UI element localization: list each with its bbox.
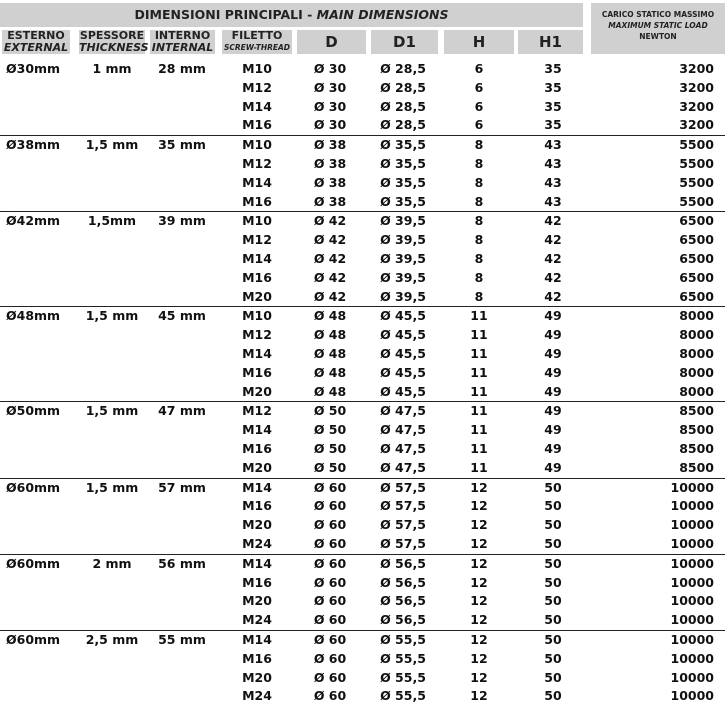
thickness-cell: 1,5 mm bbox=[85, 479, 139, 495]
h-cell: 12 bbox=[470, 612, 488, 628]
d1-cell: Ø 45,5 bbox=[380, 327, 426, 343]
table-row bbox=[0, 306, 725, 326]
d-cell: Ø 42 bbox=[313, 232, 347, 248]
d1-cell: Ø 47,5 bbox=[380, 403, 426, 419]
d-cell: Ø 50 bbox=[313, 422, 347, 438]
thickness-cell: 2,5 mm bbox=[85, 631, 139, 647]
d1-cell: Ø 45,5 bbox=[380, 383, 426, 399]
d-cell: Ø 60 bbox=[313, 650, 347, 666]
h-cell: 11 bbox=[470, 459, 488, 475]
d1-cell: Ø 39,5 bbox=[380, 288, 426, 304]
thread-cell: M16 bbox=[242, 117, 272, 133]
static-load-cell: 10000 bbox=[670, 593, 714, 609]
h-cell: 12 bbox=[470, 479, 488, 495]
main-dimensions-header bbox=[0, 3, 583, 27]
h1-cell: 50 bbox=[544, 650, 562, 666]
d-cell: Ø 60 bbox=[313, 574, 347, 590]
d1-cell: Ø 45,5 bbox=[380, 345, 426, 361]
table-row bbox=[0, 364, 725, 383]
d1-cell: Ø 47,5 bbox=[380, 459, 426, 475]
h-cell: 12 bbox=[470, 498, 488, 514]
h1-cell: 42 bbox=[544, 269, 562, 285]
thread-cell: M16 bbox=[242, 574, 272, 590]
table-row bbox=[0, 211, 725, 231]
load-unit-label: NEWTON bbox=[639, 32, 677, 41]
table-row bbox=[0, 650, 725, 669]
d1-cell: Ø 35,5 bbox=[380, 137, 426, 153]
internal-diameter-cell: 55 mm bbox=[158, 631, 206, 647]
h1-cell: 50 bbox=[544, 517, 562, 533]
load-label-italian: CARICO STATICO MASSIMO bbox=[601, 10, 715, 19]
table-row bbox=[0, 79, 725, 98]
internal-header-it: INTERNO bbox=[154, 29, 211, 42]
h1-cell: 49 bbox=[544, 308, 562, 324]
static-load-cell: 6500 bbox=[679, 213, 714, 229]
table-row bbox=[0, 478, 725, 498]
external-diameter-cell: Ø50mm bbox=[6, 403, 61, 419]
d-cell: Ø 60 bbox=[313, 555, 347, 571]
external-diameter-cell: Ø30mm bbox=[6, 61, 61, 76]
d-cell: Ø 60 bbox=[313, 593, 347, 609]
d1-cell: Ø 28,5 bbox=[380, 61, 426, 76]
h1-cell: 49 bbox=[544, 364, 562, 380]
thread-header-it: FILETTO bbox=[231, 29, 283, 42]
external-header-it: ESTERNO bbox=[7, 29, 65, 42]
static-load-cell: 10000 bbox=[670, 555, 714, 571]
thread-cell: M12 bbox=[242, 232, 272, 248]
external-diameter-cell: Ø60mm bbox=[6, 555, 61, 571]
d1-cell: Ø 56,5 bbox=[380, 593, 426, 609]
d1-cell: Ø 56,5 bbox=[380, 612, 426, 628]
static-load-cell: 10000 bbox=[670, 631, 714, 647]
table-row bbox=[0, 687, 725, 706]
d-cell: Ø 50 bbox=[313, 403, 347, 419]
d-cell: Ø 30 bbox=[313, 61, 347, 76]
thread-cell: M14 bbox=[242, 422, 272, 438]
static-load-cell: 8500 bbox=[679, 440, 714, 456]
h-cell: 8 bbox=[474, 269, 484, 285]
table-row bbox=[0, 574, 725, 593]
h-cell: 12 bbox=[470, 555, 488, 571]
h1-cell: 50 bbox=[544, 574, 562, 590]
h-cell: 11 bbox=[470, 383, 488, 399]
h-cell: 6 bbox=[474, 79, 484, 95]
d1-cell: Ø 28,5 bbox=[380, 98, 426, 114]
d-cell: Ø 48 bbox=[313, 308, 347, 324]
table-row bbox=[0, 554, 725, 574]
h1-cell: 35 bbox=[544, 117, 562, 133]
d1-cell: Ø 57,5 bbox=[380, 535, 426, 551]
d-cell: Ø 42 bbox=[313, 213, 347, 229]
static-load-cell: 8500 bbox=[679, 459, 714, 475]
h-cell: 12 bbox=[470, 574, 488, 590]
h1-cell: 49 bbox=[544, 422, 562, 438]
thread-cell: M24 bbox=[242, 612, 272, 628]
d1-cell: Ø 45,5 bbox=[380, 308, 426, 324]
thickness-cell: 1,5mm bbox=[87, 213, 137, 229]
d-cell: Ø 38 bbox=[313, 137, 347, 153]
h1-header: H1 bbox=[518, 30, 583, 54]
h-cell: 8 bbox=[474, 174, 484, 190]
thread-cell: M10 bbox=[242, 213, 272, 229]
table-row bbox=[0, 516, 725, 535]
static-load-cell: 10000 bbox=[670, 479, 714, 495]
h-cell: 8 bbox=[474, 213, 484, 229]
table-row bbox=[0, 98, 725, 117]
thread-cell: M24 bbox=[242, 535, 272, 551]
h1-cell: 35 bbox=[544, 61, 562, 76]
h1-cell: 49 bbox=[544, 440, 562, 456]
table-row bbox=[0, 231, 725, 250]
static-load-cell: 8000 bbox=[679, 345, 714, 361]
table-row bbox=[0, 459, 725, 478]
thread-cell: M20 bbox=[242, 593, 272, 609]
h-cell: 12 bbox=[470, 631, 488, 647]
external-header-en: EXTERNAL bbox=[3, 41, 69, 54]
h-cell: 6 bbox=[474, 61, 484, 76]
d1-cell: Ø 35,5 bbox=[380, 193, 426, 209]
thickness-cell: 1,5 mm bbox=[85, 137, 139, 153]
thread-cell: M14 bbox=[242, 345, 272, 361]
thread-cell: M12 bbox=[242, 327, 272, 343]
static-load-cell: 3200 bbox=[679, 79, 714, 95]
d-cell: Ø 60 bbox=[313, 517, 347, 533]
external-diameter-cell: Ø60mm bbox=[6, 479, 61, 495]
h1-cell: 42 bbox=[544, 288, 562, 304]
d-cell: Ø 60 bbox=[313, 669, 347, 685]
d-header: D bbox=[297, 30, 366, 54]
table-row bbox=[0, 535, 725, 554]
thread-cell: M14 bbox=[242, 631, 272, 647]
d-cell: Ø 48 bbox=[313, 383, 347, 399]
thickness-header bbox=[79, 29, 149, 54]
thread-cell: M14 bbox=[242, 174, 272, 190]
thread-cell: M20 bbox=[242, 459, 272, 475]
h-cell: 12 bbox=[470, 593, 488, 609]
thread-cell: M20 bbox=[242, 517, 272, 533]
static-load-cell: 10000 bbox=[670, 517, 714, 533]
d1-header: D1 bbox=[371, 30, 438, 54]
static-load-cell: 6500 bbox=[679, 250, 714, 266]
d-cell: Ø 50 bbox=[313, 440, 347, 456]
h1-cell: 35 bbox=[544, 98, 562, 114]
h1-cell: 50 bbox=[544, 535, 562, 551]
table-row bbox=[0, 60, 725, 79]
static-load-cell: 10000 bbox=[670, 669, 714, 685]
h-cell: 8 bbox=[474, 193, 484, 209]
thread-cell: M10 bbox=[242, 137, 272, 153]
title-english: MAIN DIMENSIONS bbox=[316, 7, 449, 22]
table-row bbox=[0, 592, 725, 611]
h-cell: 12 bbox=[470, 517, 488, 533]
thickness-cell: 2 mm bbox=[92, 555, 132, 571]
thickness-cell: 1,5 mm bbox=[85, 403, 139, 419]
d1-cell: Ø 55,5 bbox=[380, 650, 426, 666]
h-cell: 11 bbox=[470, 345, 488, 361]
table-row bbox=[0, 440, 725, 459]
d-cell: Ø 30 bbox=[313, 79, 347, 95]
d-cell: Ø 48 bbox=[313, 345, 347, 361]
thickness-header-it: SPESSORE bbox=[79, 29, 145, 42]
d1-cell: Ø 56,5 bbox=[380, 574, 426, 590]
thread-cell: M24 bbox=[242, 688, 272, 704]
h-cell: 11 bbox=[470, 440, 488, 456]
static-load-cell: 10000 bbox=[670, 650, 714, 666]
thread-cell: M12 bbox=[242, 155, 272, 171]
h-cell: 6 bbox=[474, 98, 484, 114]
h1-cell: 49 bbox=[544, 383, 562, 399]
thread-cell: M16 bbox=[242, 498, 272, 514]
thread-cell: M16 bbox=[242, 650, 272, 666]
h1-cell: 49 bbox=[544, 459, 562, 475]
d-cell: Ø 42 bbox=[313, 288, 347, 304]
d-cell: Ø 60 bbox=[313, 535, 347, 551]
h-cell: 8 bbox=[474, 250, 484, 266]
d-cell: Ø 30 bbox=[313, 98, 347, 114]
static-load-cell: 8000 bbox=[679, 383, 714, 399]
thread-cell: M10 bbox=[242, 308, 272, 324]
d1-cell: Ø 57,5 bbox=[380, 498, 426, 514]
thread-cell: M10 bbox=[242, 61, 272, 76]
thickness-cell: 1 mm bbox=[92, 61, 132, 76]
d1-cell: Ø 39,5 bbox=[380, 250, 426, 266]
table-row bbox=[0, 669, 725, 688]
thread-cell: M14 bbox=[242, 555, 272, 571]
h1-cell: 43 bbox=[544, 193, 562, 209]
table-row bbox=[0, 288, 725, 307]
h-cell: 11 bbox=[470, 327, 488, 343]
thread-cell: M20 bbox=[242, 669, 272, 685]
h-cell: 8 bbox=[474, 232, 484, 248]
d-cell: Ø 60 bbox=[313, 479, 347, 495]
d-cell: Ø 60 bbox=[313, 631, 347, 647]
table-row bbox=[0, 383, 725, 402]
static-load-cell: 5500 bbox=[679, 137, 714, 153]
static-load-cell: 3200 bbox=[679, 98, 714, 114]
table-row bbox=[0, 116, 725, 135]
static-load-cell: 10000 bbox=[670, 574, 714, 590]
static-load-cell: 8000 bbox=[679, 364, 714, 380]
internal-diameter-cell: 56 mm bbox=[158, 555, 206, 571]
thread-cell: M16 bbox=[242, 364, 272, 380]
static-load-cell: 10000 bbox=[670, 688, 714, 704]
d-cell: Ø 30 bbox=[313, 117, 347, 133]
h-cell: 11 bbox=[470, 422, 488, 438]
internal-diameter-cell: 45 mm bbox=[158, 308, 206, 324]
d1-cell: Ø 35,5 bbox=[380, 174, 426, 190]
h-cell: 11 bbox=[470, 308, 488, 324]
static-load-cell: 10000 bbox=[670, 612, 714, 628]
thread-cell: M16 bbox=[242, 269, 272, 285]
static-load-cell: 6500 bbox=[679, 269, 714, 285]
thread-cell: M14 bbox=[242, 98, 272, 114]
h1-cell: 42 bbox=[544, 232, 562, 248]
internal-diameter-cell: 28 mm bbox=[158, 61, 206, 76]
table-row bbox=[0, 193, 725, 212]
static-load-cell: 8000 bbox=[679, 308, 714, 324]
internal-diameter-cell: 57 mm bbox=[158, 479, 206, 495]
d1-cell: Ø 35,5 bbox=[380, 155, 426, 171]
d-cell: Ø 38 bbox=[313, 193, 347, 209]
h1-cell: 50 bbox=[544, 555, 562, 571]
d1-cell: Ø 47,5 bbox=[380, 440, 426, 456]
static-load-cell: 5500 bbox=[679, 155, 714, 171]
thread-cell: M12 bbox=[242, 403, 272, 419]
d1-cell: Ø 57,5 bbox=[380, 517, 426, 533]
internal-diameter-cell: 39 mm bbox=[158, 213, 206, 229]
static-load-cell: 6500 bbox=[679, 232, 714, 248]
d1-cell: Ø 39,5 bbox=[380, 213, 426, 229]
thickness-cell: 1,5 mm bbox=[85, 308, 139, 324]
h1-cell: 43 bbox=[544, 155, 562, 171]
static-load-cell: 5500 bbox=[679, 174, 714, 190]
static-load-cell: 8500 bbox=[679, 422, 714, 438]
d-cell: Ø 50 bbox=[313, 459, 347, 475]
h1-cell: 50 bbox=[544, 498, 562, 514]
external-header bbox=[2, 30, 70, 54]
table-row bbox=[0, 155, 725, 174]
h1-cell: 50 bbox=[544, 631, 562, 647]
table-row bbox=[0, 497, 725, 516]
d1-cell: Ø 56,5 bbox=[380, 555, 426, 571]
internal-header-en: INTERNAL bbox=[151, 41, 214, 54]
load-label-english: MAXIMUM STATIC LOAD bbox=[608, 21, 708, 30]
h1-cell: 43 bbox=[544, 174, 562, 190]
h-cell: 12 bbox=[470, 688, 488, 704]
d1-cell: Ø 45,5 bbox=[380, 364, 426, 380]
h1-cell: 50 bbox=[544, 479, 562, 495]
table-row bbox=[0, 421, 725, 440]
external-diameter-cell: Ø42mm bbox=[6, 213, 61, 229]
static-load-cell: 8500 bbox=[679, 403, 714, 419]
d-cell: Ø 60 bbox=[313, 688, 347, 704]
internal-diameter-cell: 35 mm bbox=[158, 137, 206, 153]
thread-cell: M16 bbox=[242, 193, 272, 209]
d1-cell: Ø 28,5 bbox=[380, 117, 426, 133]
d1-cell: Ø 57,5 bbox=[380, 479, 426, 495]
table-row bbox=[0, 611, 725, 630]
d-cell: Ø 42 bbox=[313, 269, 347, 285]
static-load-cell: 6500 bbox=[679, 288, 714, 304]
static-load-header bbox=[591, 3, 725, 54]
static-load-cell: 5500 bbox=[679, 193, 714, 209]
thread-header bbox=[222, 30, 292, 54]
h-cell: 11 bbox=[470, 403, 488, 419]
static-load-cell: 3200 bbox=[679, 117, 714, 133]
h-cell: 8 bbox=[474, 137, 484, 153]
static-load-cell: 8000 bbox=[679, 327, 714, 343]
d-cell: Ø 48 bbox=[313, 327, 347, 343]
d1-cell: Ø 47,5 bbox=[380, 422, 426, 438]
h1-cell: 42 bbox=[544, 250, 562, 266]
table-row bbox=[0, 174, 725, 193]
static-load-cell: 10000 bbox=[670, 535, 714, 551]
external-diameter-cell: Ø48mm bbox=[6, 308, 61, 324]
table-row bbox=[0, 326, 725, 345]
h1-cell: 42 bbox=[544, 213, 562, 229]
thread-header-en: SCREW-THREAD bbox=[223, 43, 291, 52]
d-cell: Ø 38 bbox=[313, 174, 347, 190]
h1-cell: 43 bbox=[544, 137, 562, 153]
h1-cell: 50 bbox=[544, 593, 562, 609]
h1-cell: 50 bbox=[544, 688, 562, 704]
h1-cell: 50 bbox=[544, 612, 562, 628]
d-cell: Ø 38 bbox=[313, 155, 347, 171]
table-row bbox=[0, 630, 725, 650]
d1-cell: Ø 55,5 bbox=[380, 631, 426, 647]
external-diameter-cell: Ø60mm bbox=[6, 631, 61, 647]
d-cell: Ø 42 bbox=[313, 250, 347, 266]
h1-cell: 35 bbox=[544, 79, 562, 95]
h-cell: 8 bbox=[474, 288, 484, 304]
dimensions-table-body bbox=[0, 60, 725, 706]
d1-cell: Ø 55,5 bbox=[380, 669, 426, 685]
thread-cell: M20 bbox=[242, 383, 272, 399]
thread-cell: M14 bbox=[242, 250, 272, 266]
external-diameter-cell: Ø38mm bbox=[6, 137, 61, 153]
thread-cell: M12 bbox=[242, 79, 272, 95]
h-cell: 11 bbox=[470, 364, 488, 380]
static-load-cell: 3200 bbox=[679, 61, 714, 76]
h-cell: 12 bbox=[470, 650, 488, 666]
table-row bbox=[0, 345, 725, 364]
table-row bbox=[0, 401, 725, 421]
internal-header bbox=[150, 30, 215, 54]
title-italian: DIMENSIONI PRINCIPALI - bbox=[134, 7, 317, 22]
d1-cell: Ø 39,5 bbox=[380, 269, 426, 285]
thickness-header-en: THICKNESS bbox=[79, 41, 149, 54]
h-header: H bbox=[444, 30, 514, 54]
h1-cell: 49 bbox=[544, 345, 562, 361]
h1-cell: 50 bbox=[544, 669, 562, 685]
h-cell: 6 bbox=[474, 117, 484, 133]
d-cell: Ø 48 bbox=[313, 364, 347, 380]
d1-cell: Ø 39,5 bbox=[380, 232, 426, 248]
h1-cell: 49 bbox=[544, 327, 562, 343]
h-cell: 12 bbox=[470, 535, 488, 551]
thread-cell: M20 bbox=[242, 288, 272, 304]
h-cell: 8 bbox=[474, 155, 484, 171]
static-load-cell: 10000 bbox=[670, 498, 714, 514]
table-row bbox=[0, 269, 725, 288]
h-cell: 12 bbox=[470, 669, 488, 685]
internal-diameter-cell: 47 mm bbox=[158, 403, 206, 419]
table-row bbox=[0, 135, 725, 155]
d-cell: Ø 60 bbox=[313, 612, 347, 628]
h1-cell: 49 bbox=[544, 403, 562, 419]
thread-cell: M16 bbox=[242, 440, 272, 456]
thread-cell: M14 bbox=[242, 479, 272, 495]
d-cell: Ø 60 bbox=[313, 498, 347, 514]
d1-cell: Ø 55,5 bbox=[380, 688, 426, 704]
table-row bbox=[0, 250, 725, 269]
d1-cell: Ø 28,5 bbox=[380, 79, 426, 95]
